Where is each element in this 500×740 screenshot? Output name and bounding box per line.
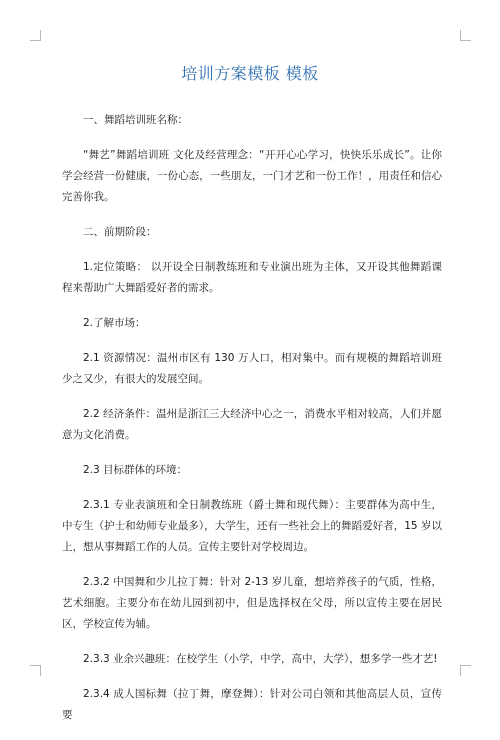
crop-mark-bottom-right <box>460 665 471 676</box>
document-body <box>62 110 442 740</box>
section-heading-preliminary: 二、前期阶段： <box>83 226 157 238</box>
document-title: 培训方案模板 模板 <box>181 64 319 83</box>
paragraph-target-professional: 2.3.1 专业表演班和全日制教练班（爵士舞和现代舞）：主要群体为高中生，中专生（护士和幼师专业最多），大学生，还有一些社会上的舞蹈爱好者，15 岁以上，想从事舞蹈工作的人员。宣传主要针对学校周边。 <box>62 499 442 553</box>
section-heading-name: 一、舞蹈培训班名称： <box>83 114 188 126</box>
paragraph-target-adult: 2.3.4 成人国标舞（拉丁舞，摩登舞）：针对公司白领和其他高层人员，宣传要 <box>62 688 442 721</box>
paragraph-philosophy: “舞艺”舞蹈培训班 文化及经营理念：“开开心心学习，快快乐乐成长”。让你学会经营一份健康，一份心态，一些朋友，一门才艺和一份工作！，用责任和信心完善你我。 <box>62 149 442 203</box>
crop-mark-top-left <box>30 30 41 41</box>
paragraph-positioning: 1.定位策略： 以开设全日制教练班和专业演出班为主体，又开设其他舞蹈课程来帮助广大舞蹈爱好者的需求。 <box>62 261 442 294</box>
paragraph-market-heading: 2.了解市场： <box>83 317 146 329</box>
paragraph-resources: 2.1 资源情况：温州市区有 130 万人口，相对集中。而有规模的舞蹈培训班少之又少，有很大的发展空间。 <box>62 352 442 385</box>
paragraph-target-children: 2.3.2 中国舞和少儿拉丁舞：针对 2-13 岁儿童，想培养孩子的气质，性格，艺术细胞。主要分布在幼儿园到初中，但是选择权在父母，所以宣传主要在居民区，学校宣传为辅。 <box>62 576 442 630</box>
paragraph-target-hobby: 2.3.3 业余兴趣班：在校学生（小学，中学，高中，大学），想多学一些才艺! <box>83 653 438 665</box>
crop-mark-top-right <box>460 30 471 41</box>
paragraph-target-heading: 2.3 目标群体的环境： <box>83 464 188 476</box>
crop-mark-bottom-left <box>30 665 41 676</box>
paragraph-economy: 2.2 经济条件：温州是浙江三大经济中心之一，消费水平相对较高，人们并愿意为文化消费。 <box>62 408 442 441</box>
